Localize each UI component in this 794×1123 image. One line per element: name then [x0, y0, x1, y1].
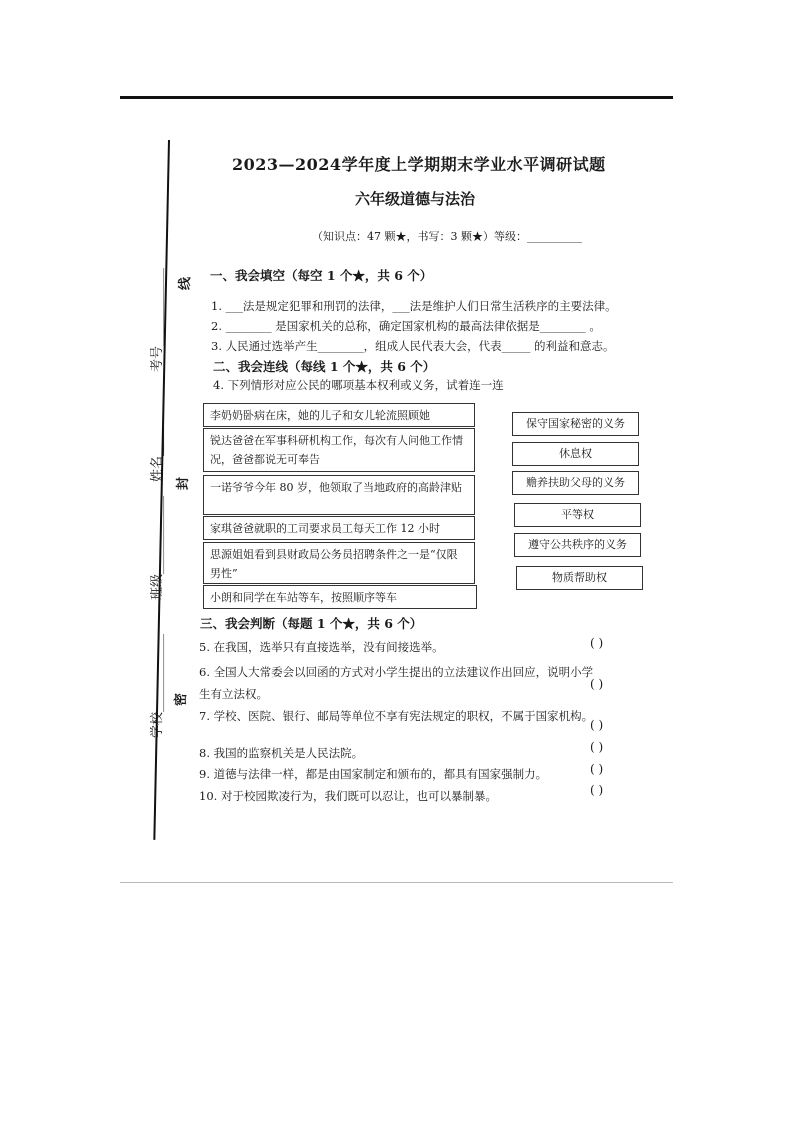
- seal-mark-secret: 密: [170, 693, 189, 706]
- match-right-item[interactable]: 赡养扶助父母的义务: [512, 471, 639, 495]
- top-border-line: [120, 96, 673, 99]
- section2-heading: 二、我会连线（每线 1 个★，共 6 个）: [213, 359, 436, 374]
- exam-title: 2023—2024学年度上学期期末学业水平调研试题: [232, 155, 606, 174]
- question-8: 8. 我国的监察机关是人民法院。: [199, 746, 364, 760]
- question-3: 3. 人民通过选举产生________，组成人民代表大会，代表_____ 的利益和意志。: [211, 339, 615, 353]
- section3-heading: 三、我会判断（每题 1 个★，共 6 个）: [200, 616, 423, 631]
- question-9: 9. 道德与法律一样，都是由国家制定和颁布的，都具有国家强制力。: [199, 767, 548, 781]
- name-field: 姓名______________: [150, 364, 165, 482]
- match-right-item[interactable]: 物质帮助权: [516, 566, 643, 590]
- match-left-item[interactable]: 思源姐姐看到县财政局公务员招聘条件之一是“仅限男性”: [203, 542, 475, 584]
- answer-blank[interactable]: ( ): [590, 783, 604, 797]
- match-left-item[interactable]: 家琪爸爸就职的工司要求员工每天工作 12 小时: [203, 516, 475, 540]
- question-4-instruction: 4. 下列情形对应公民的哪项基本权利或义务，试着连一连: [213, 378, 504, 392]
- match-left-item[interactable]: 锐达爸爸在军事科研机构工作，每次有人问他工作情况，爸爸都说无可奉告: [203, 428, 475, 472]
- class-field: 班级____________: [150, 495, 165, 600]
- match-left-item[interactable]: 一诺爷爷今年 80 岁，他领取了当地政府的高龄津贴: [203, 475, 475, 515]
- answer-blank[interactable]: ( ): [590, 762, 604, 776]
- exam-number-field: 考号____________: [150, 267, 165, 372]
- match-left-item[interactable]: 小朗和同学在车站等车，按照顺序等车: [203, 585, 477, 609]
- answer-blank[interactable]: ( ): [590, 636, 604, 650]
- bottom-border-line: [120, 882, 673, 883]
- question-7: 7. 学校、医院、银行、邮局等单位不享有宪法规定的职权，不属于国家机构。: [199, 709, 594, 723]
- exam-subtitle: 六年级道德与法治: [355, 190, 476, 208]
- match-right-item[interactable]: 平等权: [514, 503, 641, 527]
- seal-mark-seal: 封: [172, 477, 191, 490]
- answer-blank[interactable]: ( ): [590, 677, 604, 691]
- question-10: 10. 对于校园欺凌行为，我们既可以忍让，也可以暴制暴。: [199, 789, 497, 803]
- answer-blank[interactable]: ( ): [590, 740, 604, 754]
- question-1: 1. ___法是规定犯罪和刑罚的法律，___法是维护人们日常生活秩序的主要法律。: [211, 299, 617, 313]
- school-field: 学校____________: [150, 633, 165, 738]
- exam-meta: （知识点：47 颗★，书写：3 颗★）等级：__________: [312, 230, 582, 243]
- section1-heading: 一、我会填空（每空 1 个★，共 6 个）: [210, 268, 433, 283]
- answer-blank[interactable]: ( ): [590, 718, 604, 732]
- match-left-item[interactable]: 李奶奶卧病在床，她的儿子和女儿轮流照顾她: [203, 403, 475, 427]
- question-5: 5. 在我国，选举只有直接选举，没有间接选举。: [199, 640, 444, 654]
- question-6: 6. 全国人大常委会以回函的方式对小学生提出的立法建议作出回应，说明小学: [199, 665, 594, 679]
- match-right-item[interactable]: 遵守公共秩序的义务: [514, 533, 641, 557]
- match-right-item[interactable]: 保守国家秘密的义务: [512, 412, 639, 436]
- question-6-cont: 生有立法权。: [199, 687, 268, 701]
- seal-mark-line: 线: [174, 277, 193, 290]
- match-right-item[interactable]: 休息权: [512, 442, 639, 466]
- question-2: 2. ________ 是国家机关的总称，确定国家机构的最高法律依据是________ 。: [211, 319, 601, 333]
